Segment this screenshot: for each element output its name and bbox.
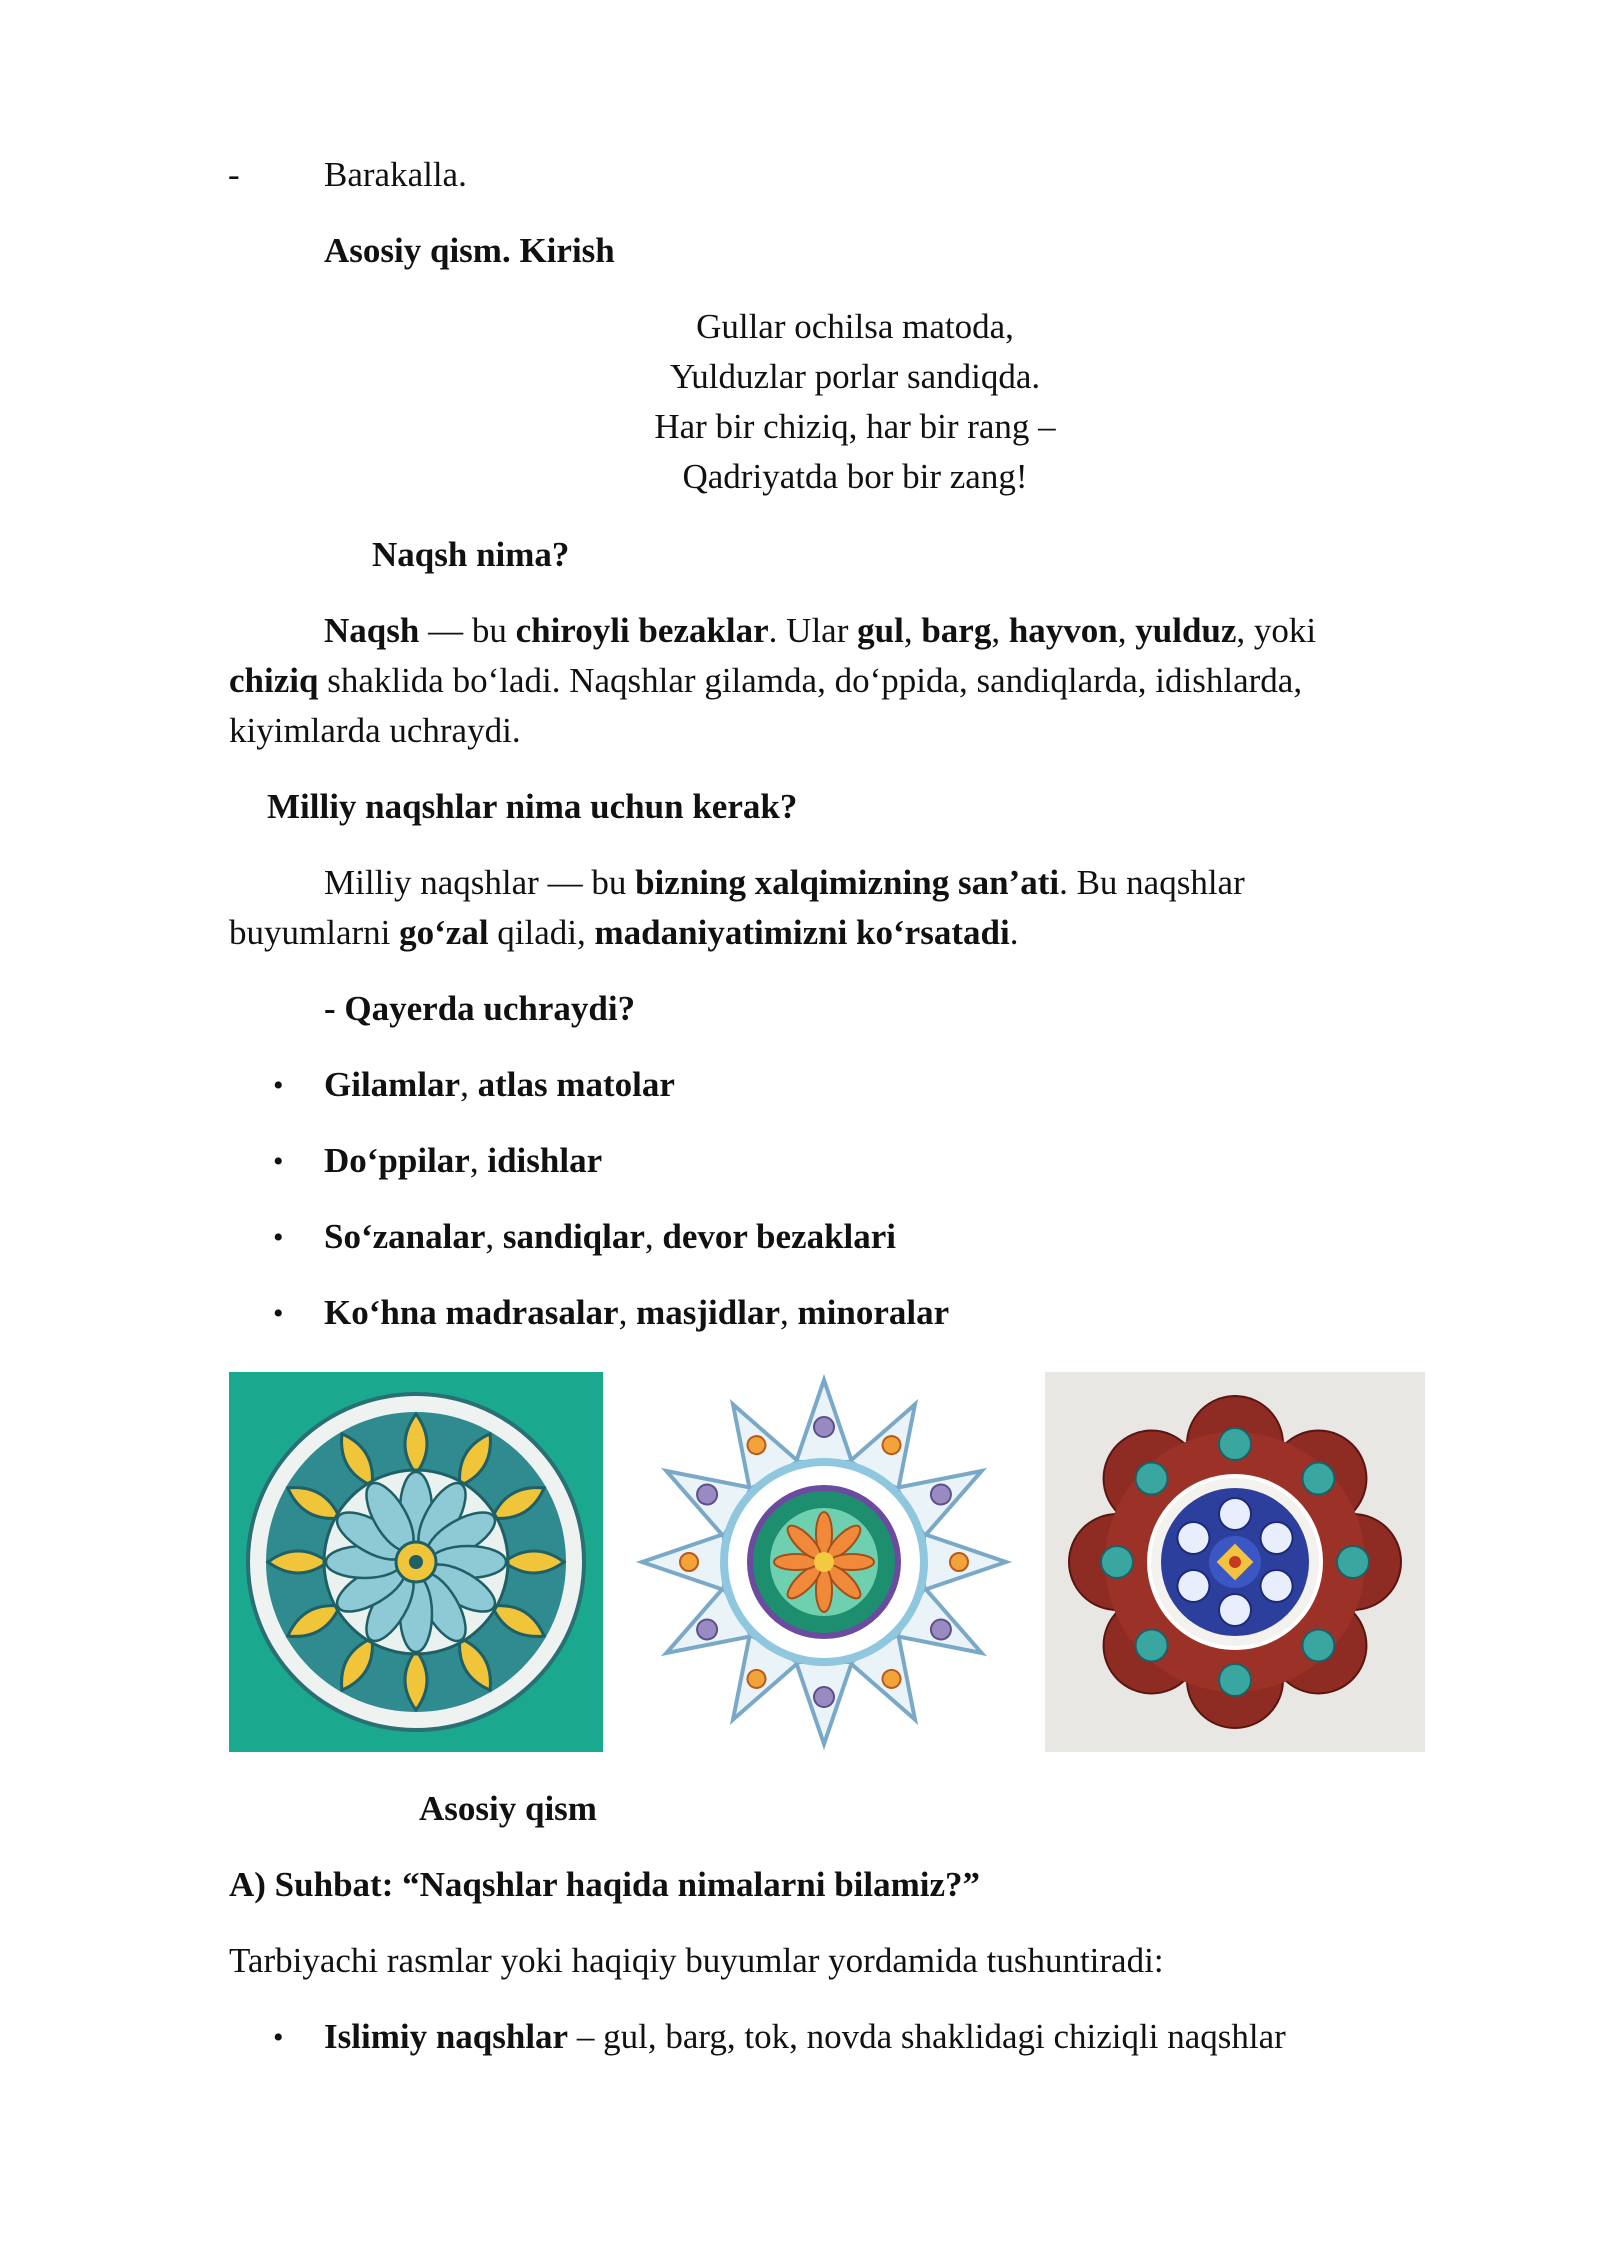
list-item [324, 1212, 896, 1262]
term-gul: gul [857, 611, 904, 650]
poem-line-4: Qadriyatda bor bir zang! [682, 457, 1028, 496]
text: , [780, 1293, 798, 1332]
question-naqsh: Naqsh nima? [372, 535, 570, 574]
bullet: • [273, 1069, 284, 1102]
item-term: Do‘ppilar [324, 1141, 470, 1180]
text: , [460, 1065, 478, 1104]
text: . [1009, 913, 1019, 952]
item-term: masjidlar [636, 1293, 780, 1332]
bullet: • [273, 1221, 284, 1254]
red-blue-medallion-ornament-icon [1045, 1372, 1425, 1752]
question-where: - Qayerda uchraydi? [324, 989, 636, 1028]
term-naqsh: Naqsh [324, 611, 420, 650]
bullet: • [273, 1297, 284, 1330]
item-term: atlas matolar [477, 1065, 675, 1104]
poem-line-3: Har bir chiziq, har bir rang – [654, 407, 1056, 446]
definition-line-3: kiyimlarda uchraydi. [229, 711, 521, 750]
poem-line-1: Gullar ochilsa matoda, [696, 307, 1014, 346]
list-item [324, 1136, 602, 1186]
poem-line-2: Yulduzlar porlar sandiqda. [669, 357, 1041, 396]
text: . Bu naqshlar [1059, 863, 1245, 902]
text: , [991, 611, 1009, 650]
list-item [324, 1060, 675, 1110]
list-item [324, 1288, 949, 1338]
star-rosette-ornament-icon [632, 1372, 1016, 1752]
section-heading-main: Asosiy qism [419, 1789, 597, 1828]
text: — bu [419, 611, 516, 650]
item-term: devor bezaklari [662, 1217, 897, 1256]
text: , [618, 1293, 637, 1332]
dash-marker: - [228, 155, 240, 194]
greeting-text: Barakalla. [324, 155, 467, 194]
text: , [1117, 611, 1136, 650]
answer-line-2 [229, 908, 1018, 958]
term-barg: barg [921, 611, 992, 650]
text: – gul, barg, tok, novda shaklidagi chiziqli naqshlar [568, 2017, 1286, 2056]
text: qiladi, [488, 913, 595, 952]
teal-mandala-ornament-icon [229, 1372, 603, 1752]
text: Milliy naqshlar — bu [324, 863, 636, 902]
item-term: Ko‘hna madrasalar [324, 1293, 619, 1332]
item-term: idishlar [487, 1141, 603, 1180]
term-yulduz: yulduz [1135, 611, 1237, 650]
intro-heading: Asosiy qism. Kirish [324, 231, 615, 270]
term-chiroyli: chiroyli bezaklar [515, 611, 769, 650]
question-why: Milliy naqshlar nima uchun kerak? [267, 787, 798, 826]
item-term: Gilamlar [324, 1065, 461, 1104]
text: , [485, 1217, 503, 1256]
term-gozal: go‘zal [399, 913, 489, 952]
section-a-heading: A) Suhbat: “Naqshlar haqida nimalarni bilamiz?” [229, 1865, 981, 1904]
term-madaniyat: madaniyatimizni ko‘rsatadi [594, 913, 1010, 952]
text: , [644, 1217, 663, 1256]
text: , [469, 1141, 488, 1180]
list-item-islimiy [324, 2012, 1286, 2062]
answer-line-1 [324, 858, 1245, 908]
text: shaklida bo‘ladi. Naqshlar gilamda, do‘ppida, sandiqlarda, idishlarda, [318, 661, 1303, 700]
bullet: • [273, 1145, 284, 1178]
definition-line-1 [324, 606, 1316, 656]
text: . Ular [768, 611, 858, 650]
item-term: So‘zanalar [324, 1217, 486, 1256]
term-hayvon: hayvon [1008, 611, 1118, 650]
term-xalq-sanati: bizning xalqimizning san’ati [635, 863, 1060, 902]
bullet: • [273, 2021, 284, 2054]
item-term: minoralar [797, 1293, 950, 1332]
text: , [903, 611, 922, 650]
definition-line-2 [229, 656, 1302, 706]
text: , yoki [1236, 611, 1317, 650]
item-term: sandiqlar [502, 1217, 645, 1256]
text: buyumlarni [229, 913, 400, 952]
item-term: Islimiy naqshlar [324, 2017, 569, 2056]
explanation-text: Tarbiyachi rasmlar yoki haqiqiy buyumlar yordamida tushuntiradi: [229, 1941, 1164, 1980]
term-chiziq: chiziq [229, 661, 319, 700]
